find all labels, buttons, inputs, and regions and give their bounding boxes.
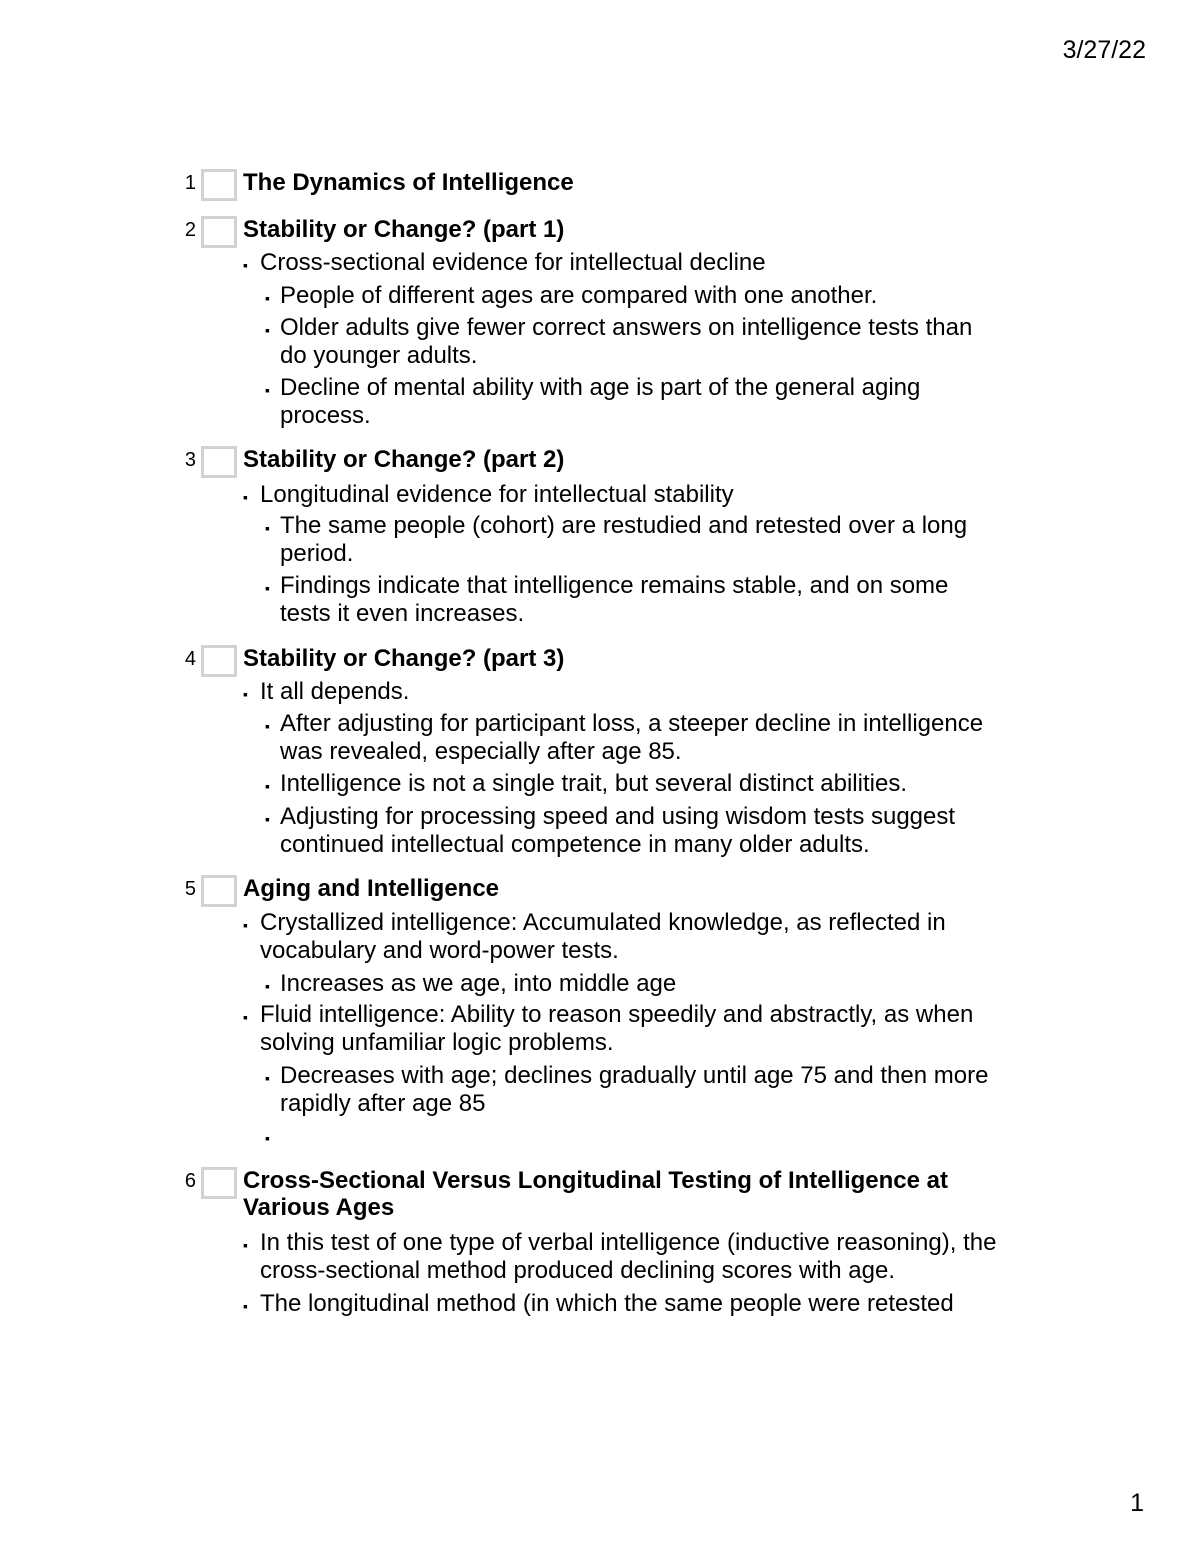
bullet-marker: ▪ [265, 811, 270, 827]
sub-bullet-item [265, 282, 1005, 310]
slide-number: 3 [184, 449, 196, 471]
bullet-text: Intelligence is not a single trait, but several distinct abilities. [280, 770, 907, 797]
bullet-text: Crystallized intelligence: Accumulated knowledge, as reflected in vocabulary and word-power tests. [260, 909, 946, 964]
bullet-text: In this test of one type of verbal intelligence (inductive reasoning), the cross-sectional method produced declining scores with age. [260, 1229, 997, 1284]
slide-title: Cross-Sectional Versus Longitudinal Testing of Intelligence at Various Ages [243, 1167, 948, 1221]
page-number: 1 [1130, 1489, 1144, 1517]
bullet-marker: ▪ [243, 1298, 248, 1314]
bullet-marker: ▪ [265, 290, 270, 306]
slide-thumbnail[interactable] [201, 1167, 237, 1199]
bullet-text: Decline of mental ability with age is part of the general aging process. [280, 374, 921, 429]
bullet-item [243, 481, 1003, 509]
bullet-marker: ▪ [243, 917, 248, 933]
bullet-marker: ▪ [265, 382, 270, 398]
sub-bullet-item [265, 374, 1005, 430]
bullet-item [243, 678, 1003, 706]
slide-title: Stability or Change? (part 2) [243, 446, 565, 473]
bullet-text: Cross-sectional evidence for intellectual decline [260, 249, 766, 276]
bullet-text: Findings indicate that intelligence remains stable, and on some tests it even increases. [280, 572, 949, 627]
bullet-text: Fluid intelligence: Ability to reason speedily and abstractly, as when solving unfamiliar logic problems. [260, 1001, 974, 1056]
slide-number: 4 [184, 648, 196, 670]
bullet-text: The longitudinal method (in which the same people were retested [260, 1290, 954, 1317]
bullet-marker: ▪ [265, 520, 270, 536]
sub-bullet-item [265, 710, 1005, 766]
bullet-item [243, 1290, 1003, 1318]
sub-bullet-item [265, 1062, 1005, 1118]
bullet-item [243, 249, 1003, 277]
slide-title: The Dynamics of Intelligence [243, 169, 574, 196]
sub-bullet-item [265, 970, 1005, 998]
bullet-marker: ▪ [243, 257, 248, 273]
sub-bullet-item [265, 512, 1005, 568]
sub-bullet-item [265, 803, 1005, 859]
sub-bullet-item [265, 572, 1005, 628]
bullet-text: Longitudinal evidence for intellectual stability [260, 481, 734, 508]
slide-thumbnail[interactable] [201, 446, 237, 478]
bullet-marker: ▪ [243, 489, 248, 505]
bullet-marker: ▪ [265, 580, 270, 596]
slide-number: 1 [184, 172, 196, 194]
slide-number: 2 [184, 219, 196, 241]
bullet-text: Increases as we age, into middle age [280, 970, 677, 997]
sub-bullet-item [265, 770, 1005, 798]
bullet-text: After adjusting for participant loss, a steeper decline in intelligence was revealed, especially after age 85. [280, 710, 984, 765]
slide-title: Stability or Change? (part 3) [243, 645, 565, 672]
slide-title: Aging and Intelligence [243, 875, 500, 902]
bullet-marker: ▪ [265, 1070, 270, 1086]
bullet-marker: ▪ [265, 778, 270, 794]
slide-thumbnail[interactable] [201, 875, 237, 907]
bullet-item [243, 1229, 1003, 1285]
bullet-text: It all depends. [260, 678, 410, 705]
bullet-marker: ▪ [265, 322, 270, 338]
slide-title: Stability or Change? (part 1) [243, 216, 565, 243]
bullet-text: People of different ages are compared with one another. [280, 282, 878, 309]
slide-number: 5 [184, 878, 196, 900]
bullet-text: Older adults give fewer correct answers on intelligence tests than do younger adults. [280, 314, 973, 369]
slide-thumbnail[interactable] [201, 169, 237, 201]
bullet-marker: ▪ [265, 978, 270, 994]
bullet-marker: ▪ [243, 1237, 248, 1253]
bullet-text: Decreases with age; declines gradually until age 75 and then more rapidly after age 85 [280, 1062, 989, 1117]
slide-number: 6 [184, 1170, 196, 1192]
slide-thumbnail[interactable] [201, 645, 237, 677]
sub-bullet-item [265, 314, 1005, 370]
print-date: 3/27/22 [1062, 36, 1146, 64]
slide-thumbnail[interactable] [201, 216, 237, 248]
bullet-item [243, 909, 1003, 965]
bullet-text: The same people (cohort) are restudied and retested over a long period. [280, 512, 968, 567]
bullet-marker: ▪ [243, 686, 248, 702]
bullet-marker: ▪ [265, 718, 270, 734]
bullet-marker: ▪ [243, 1009, 248, 1025]
bullet-text: Adjusting for processing speed and using wisdom tests suggest continued intellectual competence in many older adults. [280, 803, 956, 858]
bullet-item [243, 1001, 1003, 1057]
bullet-marker: ▪ [265, 1130, 270, 1146]
